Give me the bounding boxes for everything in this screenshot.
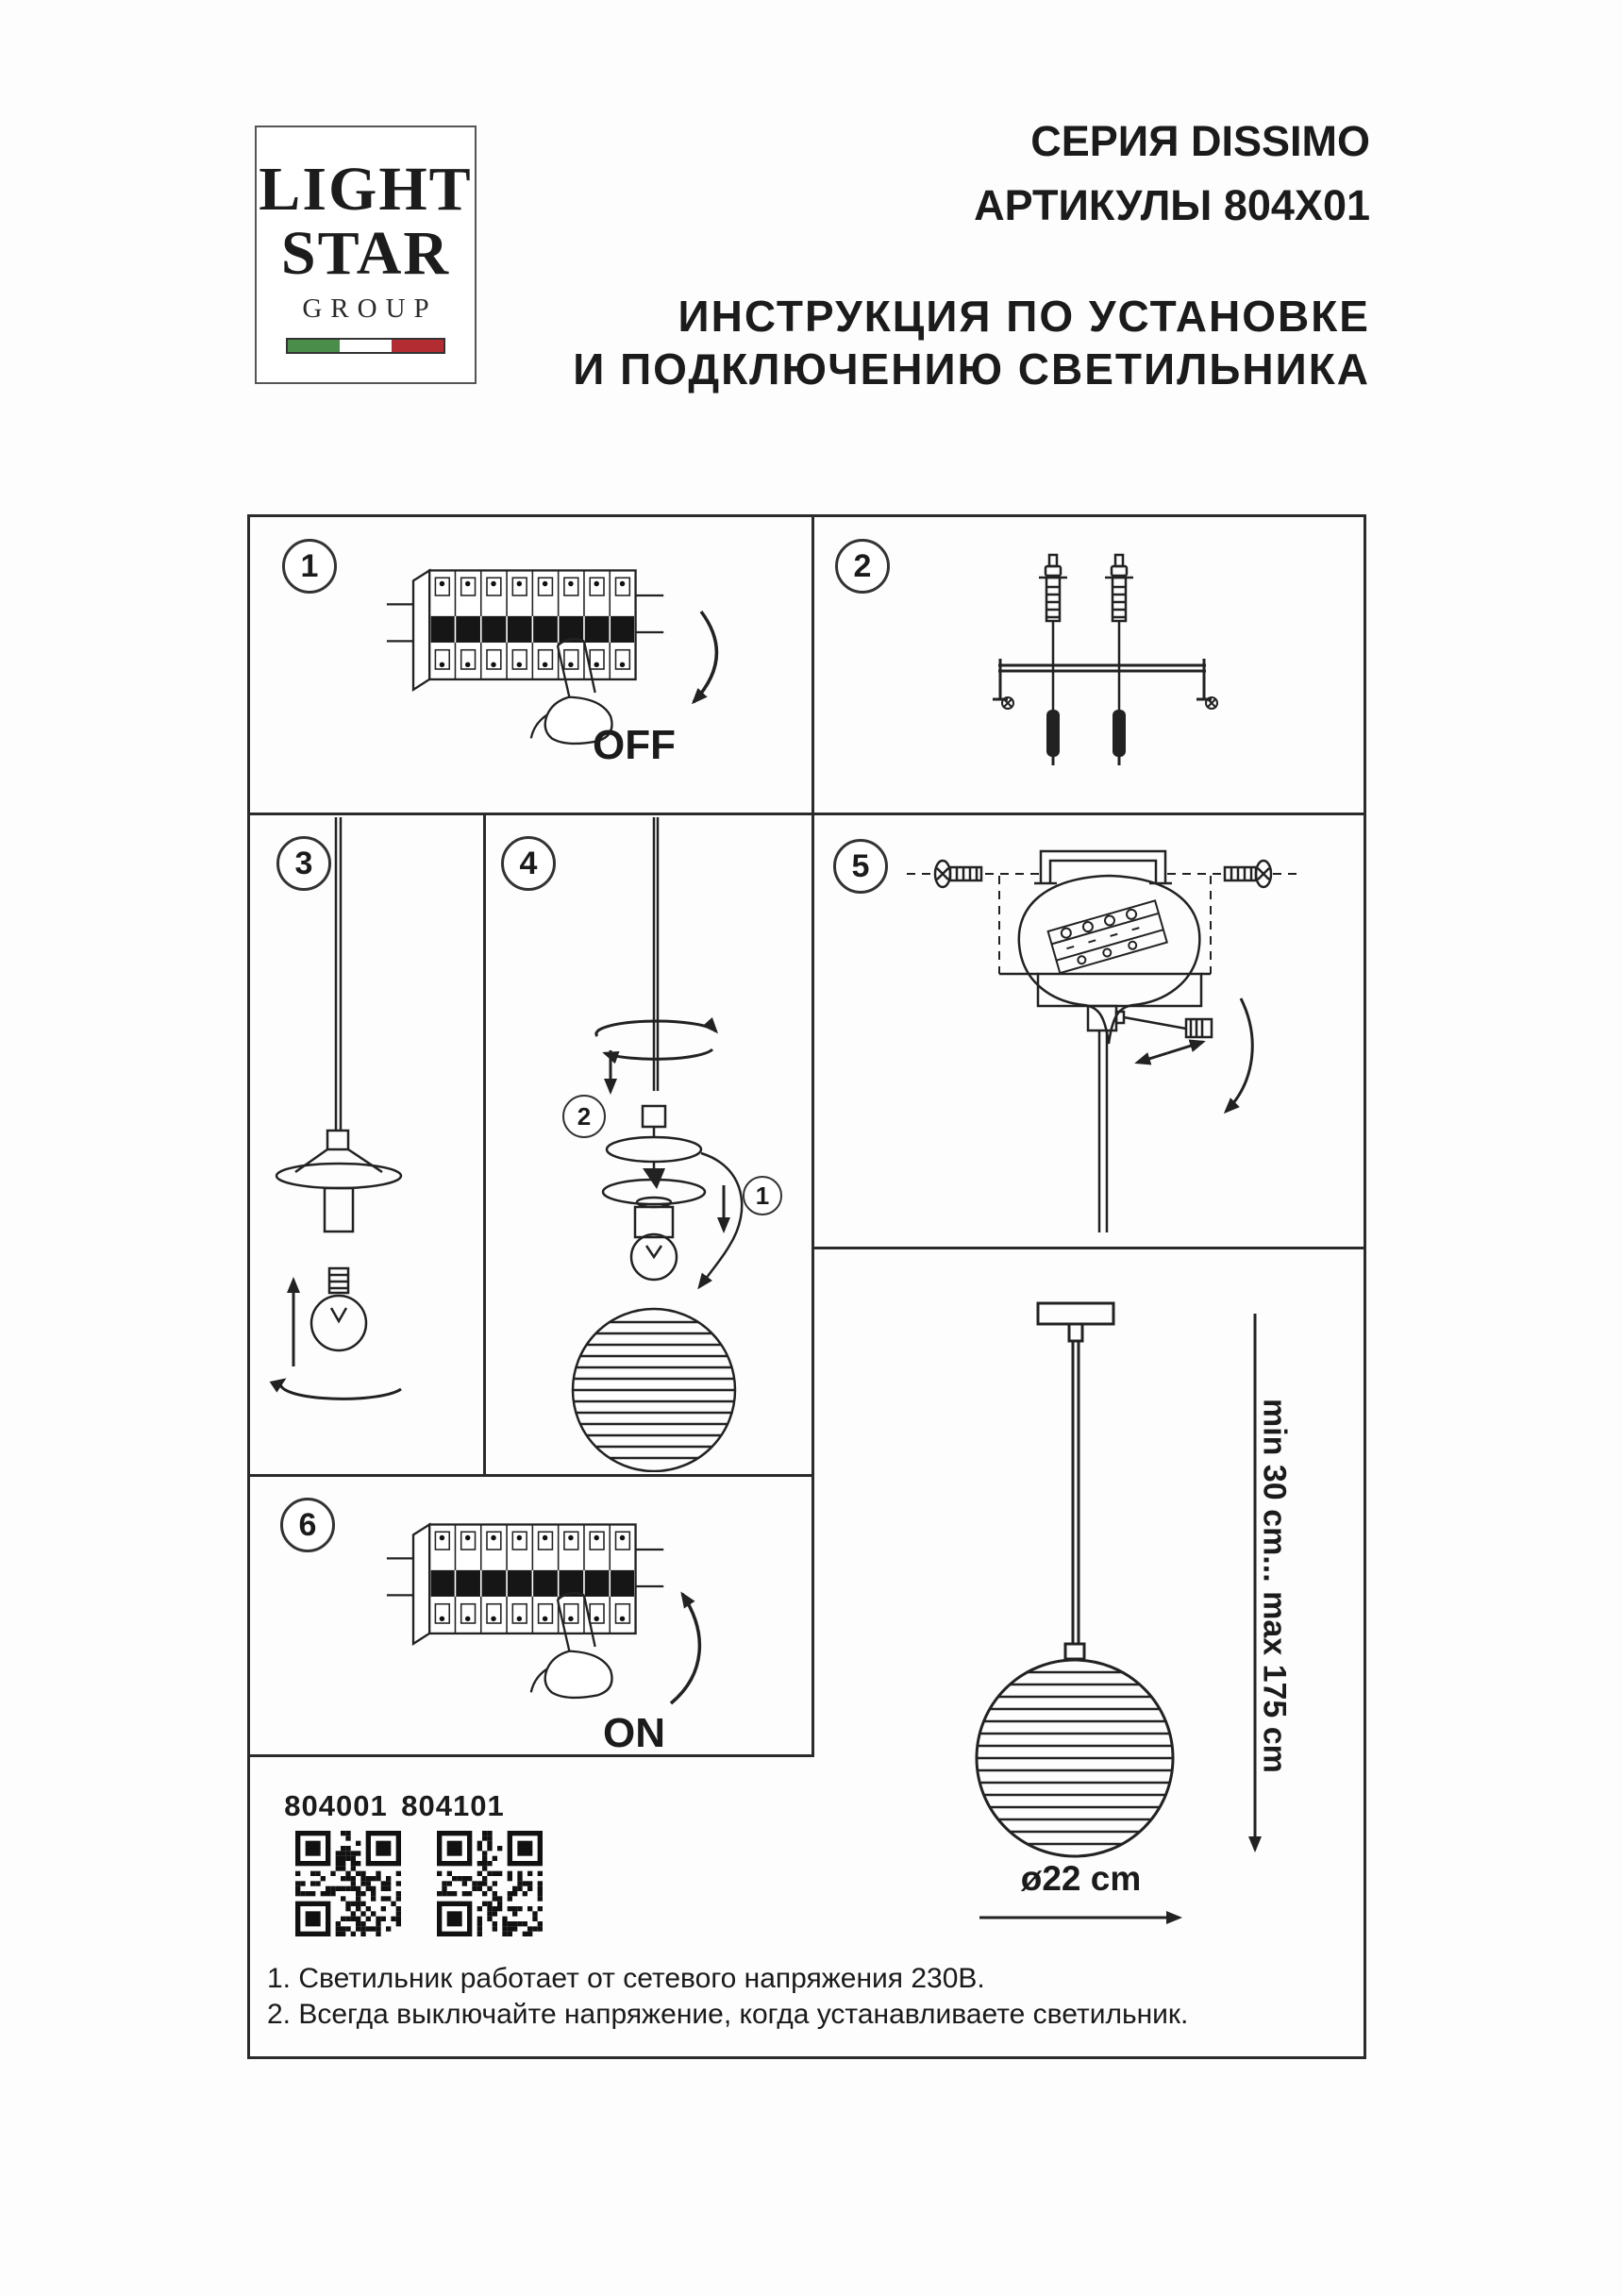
panel4-step2-badge: 2: [562, 1095, 606, 1138]
panel1-breaker-off-diagram: [250, 517, 812, 813]
italian-flag-icon: [286, 338, 445, 354]
panel4-assembly-diagram: [486, 817, 812, 1472]
logo-word-light: LIGHT: [259, 155, 473, 224]
panel4-step1-badge: 1: [743, 1176, 782, 1215]
articles-title: АРТИКУЛЫ 804X01: [974, 181, 1370, 229]
lightstar-logo: [255, 126, 477, 384]
panel6-number: 6: [280, 1498, 335, 1552]
logo-word-group: GROUP: [302, 293, 438, 324]
diameter-dimension-label: ø22 cm: [1020, 1859, 1142, 1898]
on-label: ON: [603, 1710, 665, 1756]
height-dimension-label: min 30 cm... max 175 cm: [1256, 1398, 1293, 1773]
footer-notes: [267, 1961, 1188, 2033]
article-number-804101: 804101: [401, 1789, 505, 1822]
article-number-804001: 804001: [284, 1789, 388, 1822]
logo-word-star: STAR: [280, 219, 451, 288]
off-label: OFF: [593, 722, 676, 768]
qr-code-804101: [437, 1831, 543, 1936]
qr-code-804001: [295, 1831, 401, 1936]
panel5-mounting-diagram: [814, 817, 1366, 1245]
footer-note-1: 1. Светильник работает от сетевого напряжения 230В.: [267, 1963, 985, 1994]
footer-note-2: 2. Всегда выключайте напряжение, когда устанавливаете светильник.: [267, 1999, 1189, 2030]
divider-panel6-bottom: [247, 1754, 814, 1757]
flag-green: [288, 340, 340, 352]
panel1-number: 1: [282, 539, 337, 594]
panel2-bracket-diagram: [814, 517, 1366, 813]
panel6-breaker-on-diagram: [250, 1477, 812, 1754]
panel4-number: 4: [501, 836, 556, 891]
series-title: СЕРИЯ DISSIMO: [1030, 117, 1370, 165]
panel3-bulb-diagram: [250, 817, 483, 1472]
instruction-title-line1: ИНСТРУКЦИЯ ПО УСТАНОВКЕ: [678, 292, 1370, 341]
divider-row1: [247, 813, 1366, 815]
flag-red: [392, 340, 443, 352]
panel2-number: 2: [835, 539, 890, 594]
panel3-number: 3: [276, 836, 331, 891]
flag-white: [340, 340, 392, 352]
instruction-title-line2: И ПОДКЛЮЧЕНИЮ СВЕТИЛЬНИКА: [573, 344, 1370, 394]
panel5-number: 5: [833, 839, 888, 894]
